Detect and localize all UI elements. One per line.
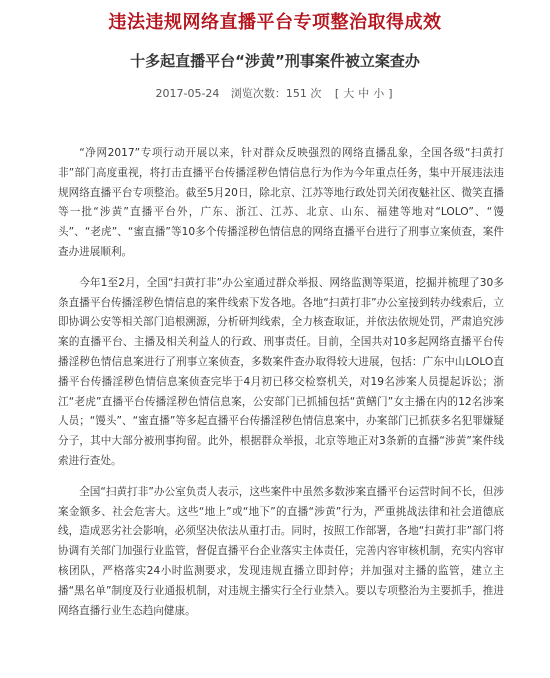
article-title: 违法违规网络直播平台专项整治取得成效 — [108, 12, 442, 33]
view-count: 浏览次数：151 次 — [230, 87, 322, 100]
article-subtitle: 十多起直播平台“涉黄”刑事案件被立案查办 — [130, 52, 420, 70]
font-size-bracket-close: ] — [388, 87, 393, 100]
article-paragraph: “净网2017”专项行动开展以来，针对群众反映强烈的网络直播乱象，全国各级“扫黄打非”部门高度重视，将打击直播平台传播淫秽色情信息行为作为今年重点任务，集中开展违法违规网络直播平台专项整治。截至5月20日，除北京、江苏等地行政处罚关闭夜魅社区、微笑直播等一批“涉黄”直播平台外，广东、浙江、江苏、北京、山东、福建等地对“LOLO”、“馒头”、“老虎”、“蜜直播”等10多个传播淫秽色情信息的网络直播平台进行了刑事立案侦查，案件查办进展顺利。 — [58, 147, 504, 258]
article-body — [28, 144, 522, 621]
article-paragraph: 全国“扫黄打非”办公室负责人表示，这些案件中虽然多数涉案直播平台运营时间不长，但涉案金额多、社会危害大。这些“地上”或“地下”的直播“涉黄”行为，严重挑战法律和社会道德底线，造成恶劣社会影响，必须坚决依法从重打击。同时，按照工作部署，各地“扫黄打非”部门将协调有关部门加强行业监管，督促直播平台企业落实主体责任，完善内容审核机制，充实内容审核团队，严格落实24小时监测要求，发现违规直播立即封停；并加强对主播的监管，建立主播“黑名单”制度及行业通报机制，对违规主播实行全行业禁入。要以专项整治为主要抓手，推进网络直播行业生态趋向健康。 — [58, 485, 504, 617]
font-size-bracket-open: [ — [334, 87, 340, 100]
font-size-medium-link[interactable]: 中 — [358, 87, 370, 100]
publish-date: 2017-05-24 — [155, 87, 220, 100]
font-size-switch — [333, 87, 395, 100]
article-meta — [28, 86, 522, 102]
font-size-small-link[interactable]: 小 — [373, 87, 385, 100]
article-paragraph: 今年1至2月，全国“扫黄打非”办公室通过群众举报、网络监测等渠道，挖掘并梳理了30多条直播平台传播淫秽色情信息的案件线索下发各地。各地“扫黄打非”办公室接到转办线索后，立即协调公安等相关部门追根溯源，分析研判线索，全力核查取证，并依法依规处罚，严肃追究涉案的直播平台、主播及相关利益人的行政、刑事责任。目前，全国共对10多起网络直播平台传播淫秽色情信息案进行了刑事立案侦查，多数案件查办取得较大进展，包括：广东中山LOLO直播平台传播淫秽色情信息案侦查完毕于4月初已移交检察机关，对19名涉案人员提起诉讼；浙江“老虎”直播平台传播淫秽色情信息案，公安部门已抓捕包括“黄鳝门”女主播在内的12名涉案人员；“馒头”、“蜜直播”等多起直播平台传播淫秽色情信息案中，办案部门已抓获多名犯罪嫌疑分子，其中大部分被刑事拘留。此外，根据群众举报，北京等地正对3条新的直播“涉黄”案件线索进行查处。 — [58, 276, 504, 467]
font-size-large-link[interactable]: 大 — [343, 87, 355, 100]
